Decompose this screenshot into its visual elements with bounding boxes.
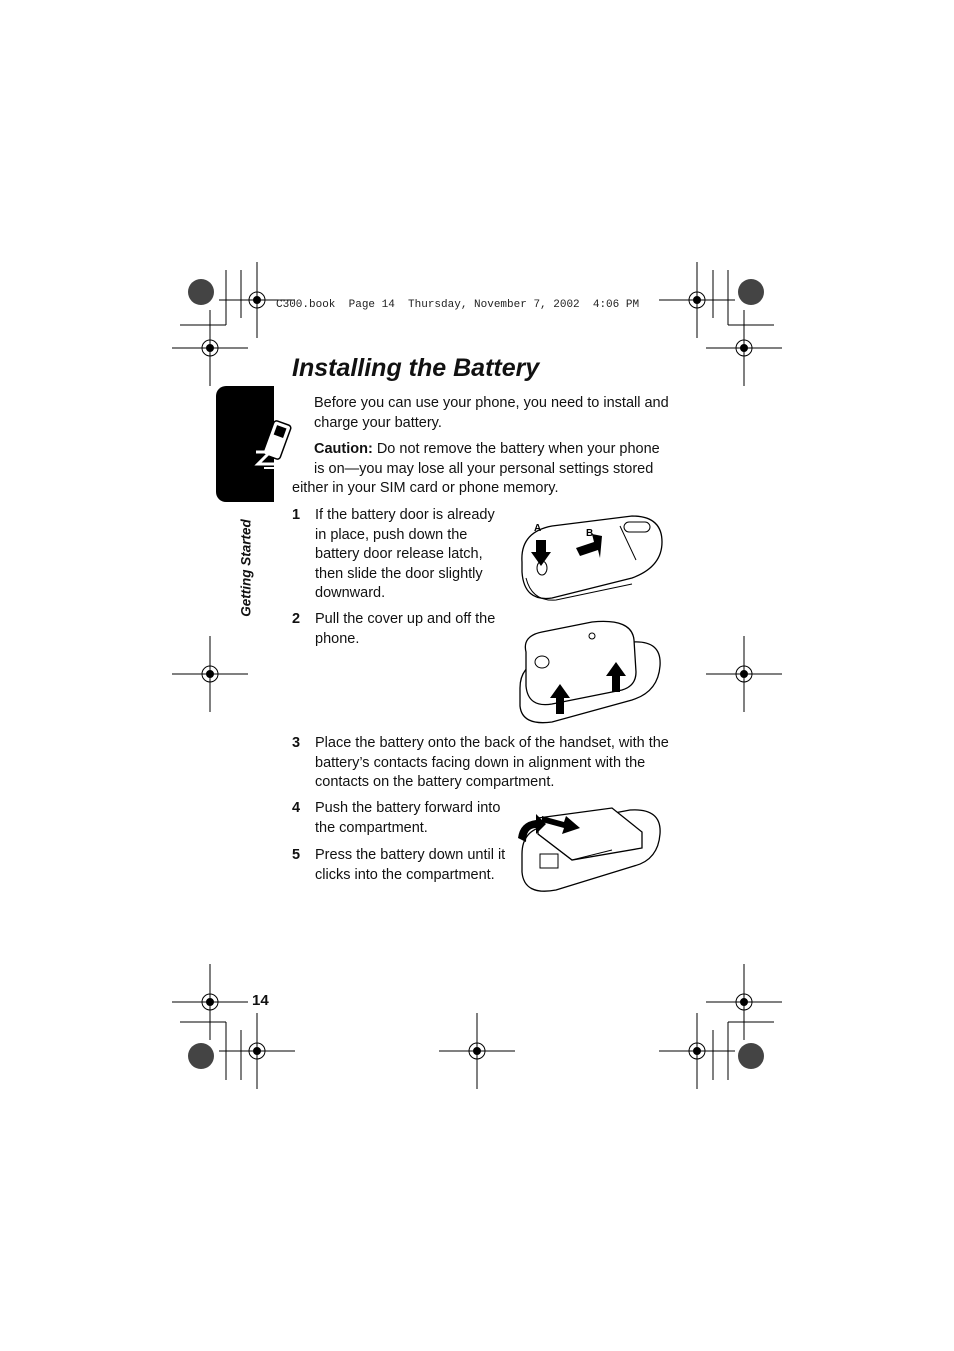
section-label: Getting Started [238,519,254,617]
caution-label: Caution: [314,441,373,457]
figure-battery-door-release [512,512,666,606]
crosshair-mark [172,964,248,1040]
step-2: 2 Pull the cover up and off the phone. [292,611,496,647]
crosshair-mark [659,1013,735,1089]
crosshair-mark [439,1013,515,1089]
step-5: 5 Press the battery down until it clicks into the compartment. [292,847,506,883]
step-4: 4 Push the battery forward into the compartment. [292,800,501,836]
step-3: 3 Place the battery onto the back of the handset, with the battery’s contacts facing down in alignment with the contacts on the battery compartment. [292,735,669,790]
crosshair-mark [219,1013,295,1089]
svg-text:A: A [534,523,542,534]
crosshair-mark [172,310,248,386]
page-title: Installing the Battery [292,354,540,382]
crosshair-mark [706,964,782,1040]
crosshair-mark [172,636,248,712]
figure-cover-removal [512,616,666,728]
crosshair-mark [659,262,735,338]
page-number: 14 [252,992,269,1009]
svg-text:B: B [586,528,594,539]
step-1: 1 If the battery door is already in place, push down the battery door release latch, then slide the door slightly downward. [292,507,495,601]
intro-paragraph: Before you can use your phone, you need to install and charge your battery. [314,395,669,431]
caution-paragraph: Caution: Do not remove the battery when your phone is on—you may lose all your personal settings stored either in your SIM card or phone memory. [292,441,660,496]
file-info-header: C300.book Page 14 Thursday, November 7, 2002 4:06 PM [276,299,640,311]
figure-battery-insertion [512,804,666,898]
crosshair-mark [706,636,782,712]
crosshair-mark [706,310,782,386]
